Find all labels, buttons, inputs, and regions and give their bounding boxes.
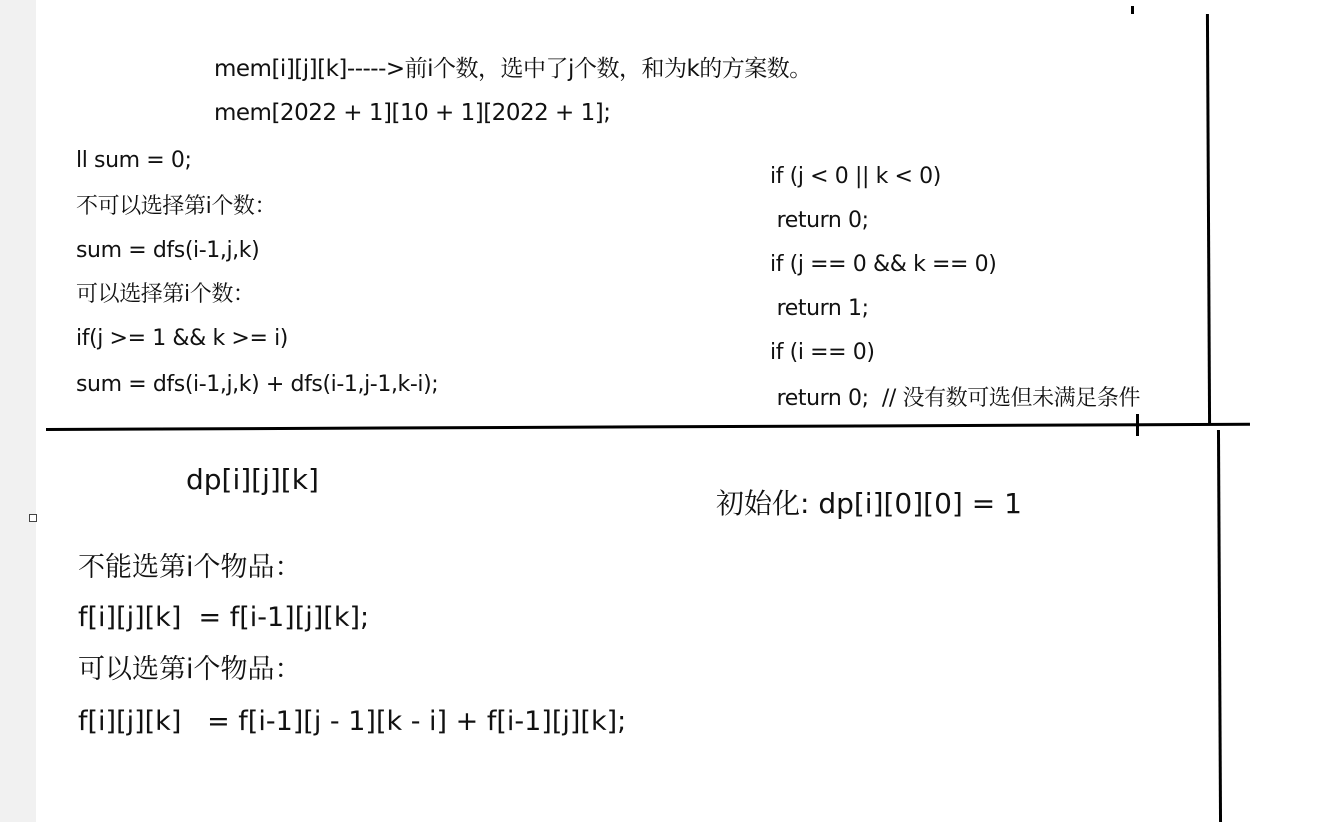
code-line: 可以选择第i个数： [76,282,255,307]
code-line: return 0; // 没有数可选但未满足条件 [770,386,1141,411]
resize-handle[interactable] [29,514,37,522]
code-line: 不可以选择第i个数： [76,194,277,219]
memo-definition: mem[i][j][k]----->前i个数，选中了j个数，和为k的方案数。 [214,56,812,82]
dp-line: f[i][j][k] = f[i-1][j - 1][k - i] + f[i-1][j][k]; [78,706,627,737]
left-margin-gutter [0,0,36,822]
code-line: ll sum = 0; [76,148,192,173]
dp-title: dp[i][j][k] [186,463,319,496]
memo-declaration: mem[2022 + 1][10 + 1][2022 + 1]; [214,100,611,126]
code-line: return 0; [770,208,869,233]
dp-line: 可以选第i个物品： [78,654,302,685]
dp-line: f[i][j][k] = f[i-1][j][k]; [78,602,370,633]
horizontal-divider [46,423,1250,431]
dp-line: 不能选第i个物品： [78,552,302,583]
dp-initialization: 初始化: dp[i][0][0] = 1 [716,487,1022,520]
vertical-divider-bottom [1217,430,1222,822]
cross-mark [1136,414,1139,436]
code-line: if (i == 0) [770,340,875,365]
code-line: return 1; [770,296,869,321]
code-line: if(j >= 1 && k >= i) [76,326,288,351]
code-line: sum = dfs(i-1,j,k) [76,238,260,263]
pen-tick-mark [1131,6,1134,14]
code-line: if (j < 0 || k < 0) [770,164,941,189]
code-line: if (j == 0 && k == 0) [770,252,997,277]
code-line: sum = dfs(i-1,j,k) + dfs(i-1,j-1,k-i); [76,372,439,397]
vertical-divider-top [1206,14,1211,424]
